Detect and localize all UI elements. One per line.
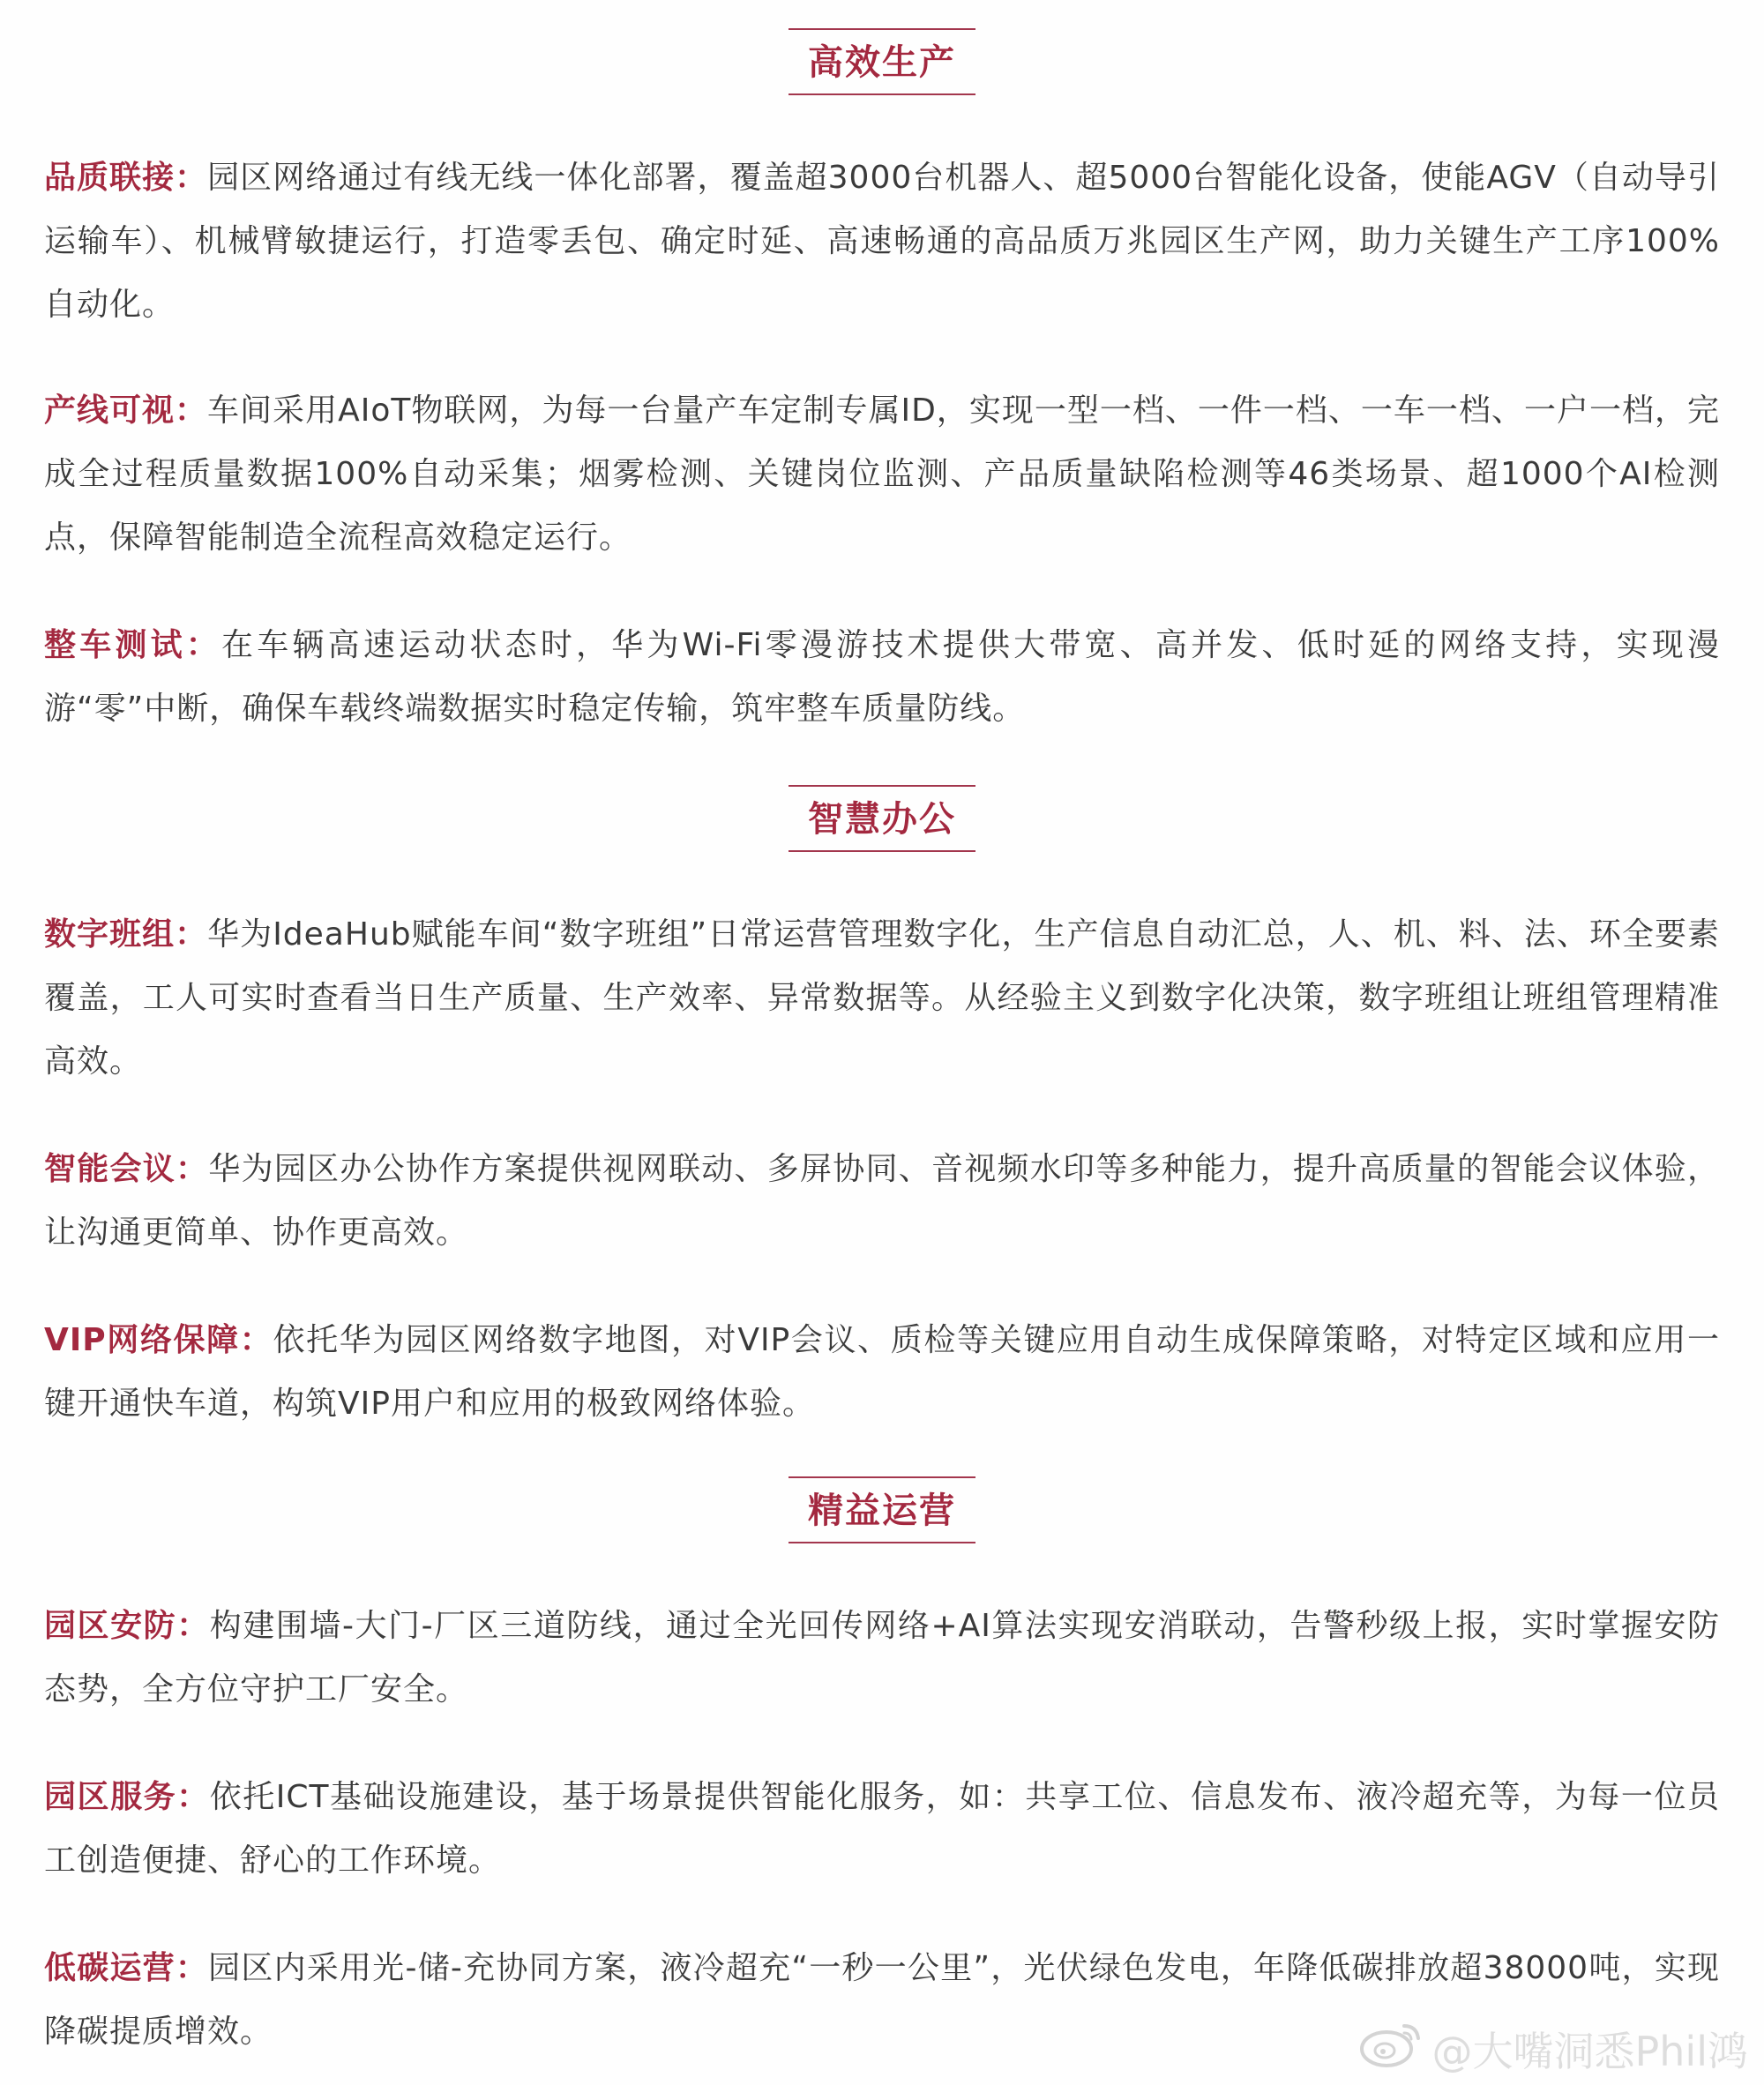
paragraph-text: 车间采用AIoT物联网，为每一台量产车定制专属ID，实现一型一档、一件一档、一车一档、一户一档，完成全过程质量数据100%自动采集；烟雾检测、关键岗位监测、产品质量缺陷检测等46类场景、超1000个AI检测点，保障智能制造全流程高效稳定运行。 [44, 392, 1720, 556]
paragraph-text: 园区内采用光-储-充协同方案，液冷超充“一秒一公里”，光伏绿色发电，年降低碳排放超38000吨，实现降碳提质增效。 [44, 1950, 1720, 2050]
paragraph-label: 品质联接： [44, 160, 208, 196]
paragraph-text: 依托华为园区网络数字地图，对VIP会议、质检等关键应用自动生成保障策略，对特定区域和应用一键开通快车道，构筑VIP用户和应用的极致网络体验。 [44, 1322, 1720, 1422]
paragraph-label: 产线可视： [44, 392, 208, 429]
section-title-smart-office [44, 785, 1720, 852]
paragraph-label: 园区服务： [44, 1779, 210, 1815]
paragraph-text: 依托ICT基础设施建设，基于场景提供智能化服务，如：共享工位、信息发布、液冷超充等，为每一位员工创造便捷、舒心的工作环境。 [44, 1779, 1720, 1879]
paragraph-label: 数字班组： [44, 916, 208, 953]
watermark [1358, 2019, 1748, 2078]
paragraph-park-service [44, 1766, 1720, 1893]
paragraph-production-line-visibility [44, 379, 1720, 570]
section-title-lean-operation [44, 1476, 1720, 1543]
section-heading: 精益运营 [789, 1476, 975, 1543]
section-heading: 高效生产 [789, 28, 975, 95]
paragraph-digital-team [44, 903, 1720, 1094]
paragraph-vip-network [44, 1309, 1720, 1436]
paragraph-text: 构建围墙-大门-厂区三道防线，通过全光回传网络+AI算法实现安消联动，告警秒级上报，实时掌握安防态势，全方位守护工厂安全。 [44, 1608, 1720, 1708]
weibo-icon [1358, 2019, 1424, 2078]
paragraph-label: 整车测试： [44, 627, 222, 663]
paragraph-smart-meeting [44, 1138, 1720, 1265]
paragraph-quality-connection [44, 146, 1720, 337]
watermark-text: @大嘴洞悉Phil鸿 [1431, 2027, 1748, 2075]
section-title-efficient-production [44, 28, 1720, 95]
paragraph-label: 园区安防： [44, 1608, 210, 1644]
paragraph-vehicle-test [44, 614, 1720, 741]
paragraph-text: 园区网络通过有线无线一体化部署，覆盖超3000台机器人、超5000台智能化设备，使能AGV（自动导引运输车）、机械臂敏捷运行，打造零丢包、确定时延、高速畅通的高品质万兆园区生产网，助力关键生产工序100%自动化。 [44, 160, 1720, 323]
paragraph-text: 华为IdeaHub赋能车间“数字班组”日常运营管理数字化，生产信息自动汇总，人、机、料、法、环全要素覆盖，工人可实时查看当日生产质量、生产效率、异常数据等。从经验主义到数字化决策，数字班组让班组管理精准高效。 [44, 916, 1720, 1080]
section-heading: 智慧办公 [789, 785, 975, 852]
paragraph-text: 在车辆高速运动状态时，华为Wi-Fi零漫游技术提供大带宽、高并发、低时延的网络支持，实现漫游“零”中断，确保车载终端数据实时稳定传输，筑牢整车质量防线。 [44, 627, 1720, 727]
paragraph-label: 智能会议： [44, 1151, 209, 1187]
paragraph-text: 华为园区办公协作方案提供视网联动、多屏协同、音视频水印等多种能力，提升高质量的智能会议体验，让沟通更简单、协作更高效。 [44, 1151, 1720, 1251]
paragraph-park-security [44, 1595, 1720, 1722]
paragraph-label: 低碳运营： [44, 1950, 209, 1986]
paragraph-label: VIP网络保障： [44, 1322, 273, 1358]
